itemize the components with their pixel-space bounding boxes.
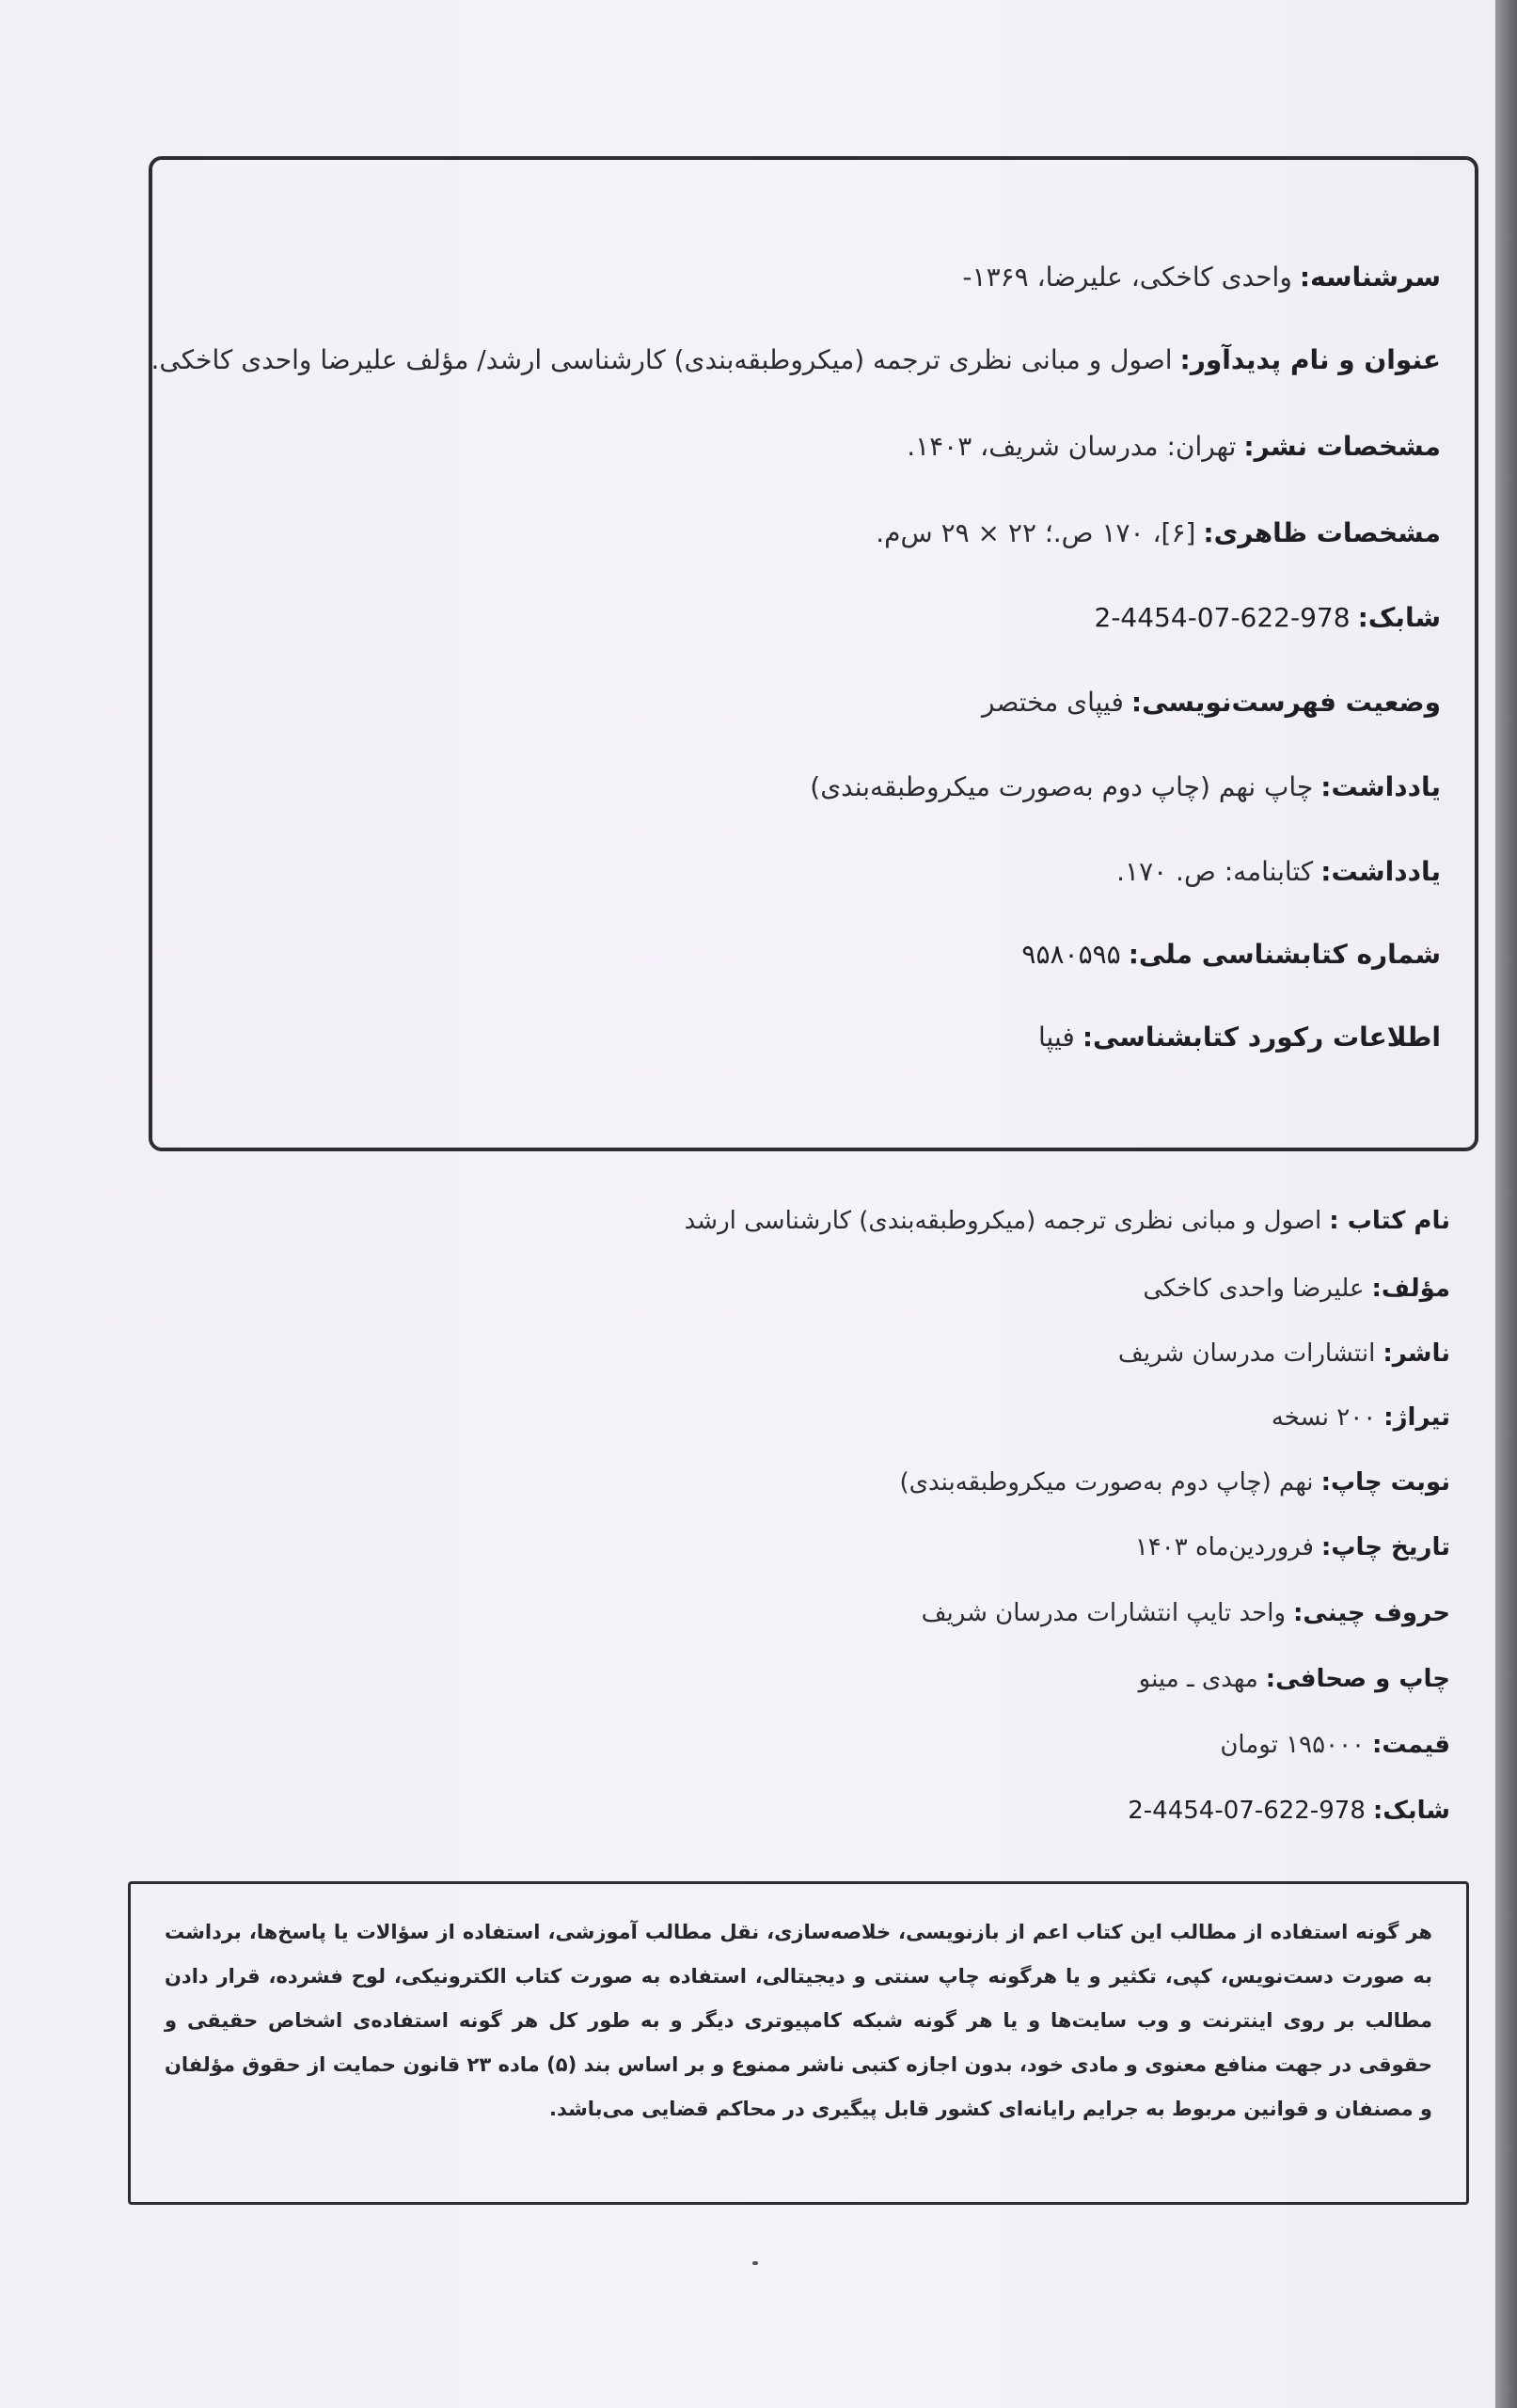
cip-value: واحدی کاخکی، علیرضا، ۱۳۶۹- (962, 261, 1292, 293)
cataloging-in-publication-box (149, 156, 1478, 1151)
cip-row-national-number (1021, 939, 1441, 970)
info-value: انتشارات مدرسان شریف (1117, 1339, 1376, 1368)
book-info-price (1220, 1731, 1450, 1759)
cip-label: شابک: (1357, 602, 1441, 633)
info-label: مؤلف: (1371, 1275, 1450, 1303)
cip-label: وضعیت فهرست‌نویسی: (1130, 687, 1441, 718)
cip-value: 978-622-07-4454-2 (1094, 602, 1351, 633)
info-value: نهم (چاپ دوم به‌صورت میکروطبقه‌بندی) (899, 1468, 1314, 1497)
cip-label: شماره کتابشناسی ملی: (1128, 939, 1441, 970)
book-info-circulation (1272, 1403, 1450, 1432)
book-info-publisher (1118, 1339, 1450, 1368)
cip-row-note (810, 771, 1441, 802)
cip-row-record-info (1038, 1022, 1441, 1053)
info-label: چاپ و صحافی: (1265, 1665, 1450, 1693)
page-edge-shadow (1495, 0, 1517, 2408)
copyright-notice-box (128, 1881, 1469, 2205)
cip-value: چاپ نهم (چاپ دوم به‌صورت میکروطبقه‌بندی) (810, 771, 1314, 802)
cip-label: یادداشت: (1320, 856, 1441, 887)
info-value: ۱۹۵۰۰۰ تومان (1220, 1731, 1365, 1759)
cip-value: فیپا (1037, 1022, 1075, 1053)
info-value: ۲۰۰ نسخه (1271, 1403, 1377, 1432)
info-label: ناشر: (1383, 1339, 1450, 1368)
cip-value: تهران: مدرسان شریف، ۱۴۰۳. (907, 431, 1237, 462)
info-label: نام کتاب : (1329, 1207, 1450, 1235)
book-info-edition (900, 1468, 1450, 1497)
cip-row-physical (876, 517, 1441, 548)
book-info-author (1143, 1275, 1450, 1303)
cip-label: یادداشت: (1320, 771, 1441, 802)
info-label: نوبت چاپ: (1320, 1468, 1450, 1497)
cip-label: عنوان و نام پدیدآور: (1179, 344, 1441, 375)
cip-label: سرشناسه: (1299, 261, 1441, 293)
page-mark (752, 2261, 758, 2265)
cip-value: فیپای مختصر (982, 687, 1124, 718)
cip-row-isbn (1094, 602, 1441, 633)
info-value: 978-622-07-4454-2 (1128, 1797, 1366, 1825)
book-info-print-date (1135, 1533, 1450, 1561)
info-label: قیمت: (1372, 1731, 1450, 1759)
cip-row-heading (962, 261, 1441, 293)
info-value: علیرضا واحدی کاخکی (1143, 1275, 1365, 1303)
info-label: تیراژ: (1383, 1403, 1450, 1432)
cip-row-title (150, 344, 1441, 375)
cip-value: [۶]، ۱۷۰ ص.؛ ۲۲ × ۲۹ س‌م. (876, 517, 1196, 548)
cip-label: اطلاعات رکورد کتابشناسی: (1082, 1022, 1441, 1053)
cip-row-bibliography-note (1116, 856, 1441, 887)
book-info-isbn (1128, 1797, 1450, 1825)
copyright-notice-text: هر گونه استفاده از مطالب این کتاب اعم از بازنویسی، خلاصه‌سازی، نقل مطالب آموزشی، استفاده از سؤالات یا پاسخ‌ها، برداشت به صورت دست‌نویس، کپی، تکثیر و یا هرگونه چاپ سنتی و دیجیتالی، استفاده به صورت کتاب الکترونیکی، لوح فشرده، قرار دادن مطالب بر روی اینترنت و وب سایت‌ها و یا هر گونه شبکه کامپیوتری دیگر و به طور کل هر گونه استفاده‌ی اشخاص حقیقی و حقوقی در جهت منافع معنوی و مادی خود، بدون اجازه کتبی ناشر ممنوع و بر اساس بند (۵) ماده ۲۳ قانون حمایت از حقوق مؤلفان و مصنفان و قوانین مربوط به جرایم رایانه‌ای کشور قابل پیگیری در محاکم قضایی می‌باشد. (165, 1921, 1433, 2120)
book-info-printing (1139, 1665, 1450, 1693)
cip-value: ۹۵۸۰۵۹۵ (1021, 939, 1121, 970)
info-label: شابک: (1372, 1797, 1450, 1825)
info-value: واحد تایپ انتشارات مدرسان شریف (921, 1599, 1286, 1627)
cip-row-publication (907, 431, 1441, 462)
cip-label: مشخصات ظاهری: (1203, 517, 1441, 548)
cip-label: مشخصات نشر: (1243, 431, 1441, 462)
info-label: حروف چینی: (1293, 1599, 1450, 1627)
info-value: مهدی ـ مینو (1138, 1665, 1258, 1693)
info-value: اصول و مبانی نظری ترجمه (میکروطبقه‌بندی) کارشناسی ارشد (684, 1207, 1322, 1235)
book-info-typesetting (922, 1599, 1450, 1627)
info-value: فروردین‌ماه ۱۴۰۳ (1134, 1533, 1314, 1561)
cip-value: کتابنامه: ص. ۱۷۰. (1116, 856, 1314, 887)
book-info-title (685, 1207, 1450, 1235)
cip-row-cataloging-status (982, 687, 1441, 718)
cip-value: اصول و مبانی نظری ترجمه (میکروطبقه‌بندی) کارشناسی ارشد/ مؤلف علیرضا واحدی کاخکی. (150, 344, 1173, 375)
info-label: تاریخ چاپ: (1320, 1533, 1450, 1561)
